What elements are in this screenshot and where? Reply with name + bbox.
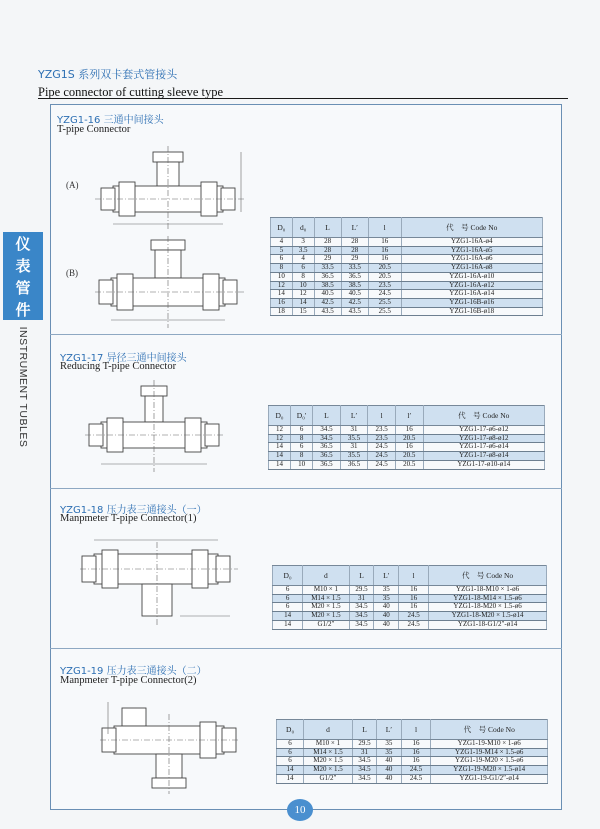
- table-cell: 6: [291, 426, 313, 435]
- table-cell: M10 × 1: [304, 740, 353, 749]
- table-row: [273, 586, 547, 595]
- table-cell: 6: [273, 594, 303, 603]
- table-cell: 36.5: [313, 452, 341, 461]
- table-cell: 40: [377, 766, 401, 775]
- table-cell: 4: [292, 255, 314, 264]
- table-cell: 16: [401, 757, 431, 766]
- table-cell: 16: [401, 740, 431, 749]
- column-header: L′: [377, 720, 401, 740]
- table-cell: 6: [291, 443, 313, 452]
- table-cell: M20 × 1.5: [303, 612, 350, 621]
- table-cell: YZG1-18-M10 × 1-ø6: [429, 586, 547, 595]
- table-cell: 25.5: [368, 298, 401, 307]
- table-cell: 36.5: [341, 272, 368, 281]
- table-row: [277, 740, 548, 749]
- table-cell: YZG1-17-ø10-ø14: [423, 460, 544, 469]
- table-cell: YZG1-18-M20 × 1.5-ø14: [429, 612, 547, 621]
- table-cell: 10: [291, 460, 313, 469]
- table-row: [271, 307, 543, 316]
- table-cell: 43.5: [341, 307, 368, 316]
- table-row: [269, 426, 545, 435]
- table-row: [277, 766, 548, 775]
- table-cell: M20 × 1.5: [303, 603, 350, 612]
- table-cell: 35.5: [340, 452, 368, 461]
- column-header: D₀: [273, 566, 303, 586]
- table-cell: 24.5: [399, 620, 429, 629]
- table-cell: 36.5: [313, 460, 341, 469]
- table-cell: 34.5: [349, 620, 374, 629]
- table-row: [271, 298, 543, 307]
- table-cell: 34.5: [352, 757, 376, 766]
- table-cell: 12: [269, 434, 291, 443]
- spec-table-yzg1-19: [276, 719, 548, 784]
- table-cell: 36.5: [314, 272, 341, 281]
- table-cell: 16: [401, 748, 431, 757]
- table-row: [273, 620, 547, 629]
- section-divider: [50, 648, 562, 649]
- table-cell: 16: [368, 255, 401, 264]
- table-cell: YZG1-17-ø6-ø14: [423, 443, 544, 452]
- table-cell: 34.5: [349, 612, 374, 621]
- column-header: l: [401, 720, 431, 740]
- table-cell: 8: [291, 452, 313, 461]
- table-cell: YZG1-16A-ø8: [401, 264, 543, 273]
- table-cell: 29: [314, 255, 341, 264]
- table-cell: 35: [374, 586, 399, 595]
- column-header: D₀: [269, 406, 291, 426]
- table-row: [269, 452, 545, 461]
- table-cell: 20.5: [368, 272, 401, 281]
- section-title-en: Reducing T-pipe Connector: [60, 361, 177, 372]
- table-cell: 40: [374, 620, 399, 629]
- page-title-en: Pipe connector of cutting sleeve type: [38, 85, 224, 99]
- table-cell: 14: [273, 612, 303, 621]
- column-header: l: [368, 406, 396, 426]
- table-cell: 24.5: [368, 452, 396, 461]
- table-cell: 6: [277, 740, 304, 749]
- table-cell: M14 × 1.5: [303, 594, 350, 603]
- spec-table-yzg1-17: [268, 405, 545, 470]
- table-cell: YZG1-19-G1/2″-ø14: [431, 774, 548, 783]
- table-cell: YZG1-16A-ø14: [401, 290, 543, 299]
- table-cell: 6: [277, 757, 304, 766]
- table-cell: YZG1-17-ø8-ø14: [423, 452, 544, 461]
- table-cell: 29.5: [349, 586, 374, 595]
- table-cell: 15: [292, 307, 314, 316]
- table-cell: YZG1-19-M14 × 1.5-ø6: [431, 748, 548, 757]
- table-cell: 16: [368, 238, 401, 247]
- spec-table-yzg1-16: [270, 217, 543, 316]
- table-row: [271, 272, 543, 281]
- side-english-label: INSTRUMENT TUBLES: [17, 326, 29, 448]
- column-header: 代 号 Code No: [429, 566, 547, 586]
- t-connector-drawing-a: [95, 140, 255, 240]
- table-cell: 24.5: [399, 612, 429, 621]
- table-cell: G1/2″: [304, 774, 353, 783]
- table-cell: 24.5: [401, 766, 431, 775]
- table-cell: M10 × 1: [303, 586, 350, 595]
- section-title-en: Manpmeter T-pipe Connector(1): [60, 513, 197, 524]
- table-cell: 33.5: [341, 264, 368, 273]
- table-cell: M14 × 1.5: [304, 748, 353, 757]
- table-cell: 20.5: [368, 264, 401, 273]
- table-cell: 6: [292, 264, 314, 273]
- table-row: [271, 281, 543, 290]
- section-title-en: T-pipe Connector: [57, 124, 131, 135]
- table-cell: 14: [269, 443, 291, 452]
- table-cell: 28: [341, 246, 368, 255]
- table-cell: M20 × 1.5: [304, 766, 353, 775]
- table-cell: 16: [399, 586, 429, 595]
- table-cell: 24.5: [368, 443, 396, 452]
- table-cell: 31: [349, 594, 374, 603]
- table-header-row: [271, 218, 543, 238]
- table-cell: 20.5: [395, 452, 423, 461]
- table-cell: 40: [374, 612, 399, 621]
- table-cell: 34.5: [349, 603, 374, 612]
- table-cell: 8: [292, 272, 314, 281]
- table-cell: YZG1-18-M20 × 1.5-ø6: [429, 603, 547, 612]
- table-cell: YZG1-16B-ø16: [401, 298, 543, 307]
- table-cell: 43.5: [314, 307, 341, 316]
- manometer-t-connector-1-drawing: [80, 530, 240, 630]
- table-cell: 10: [271, 272, 293, 281]
- column-header: 代 号 Code No: [431, 720, 548, 740]
- side-tab-char: 管: [15, 278, 31, 297]
- table-cell: 34.5: [313, 434, 341, 443]
- table-cell: 23.5: [368, 434, 396, 443]
- table-cell: 12: [292, 290, 314, 299]
- table-cell: 14: [292, 298, 314, 307]
- page-number: 10: [287, 799, 313, 821]
- table-row: [271, 255, 543, 264]
- table-cell: 16: [399, 603, 429, 612]
- table-cell: 24.5: [401, 774, 431, 783]
- table-cell: 14: [277, 766, 304, 775]
- table-cell: 6: [277, 748, 304, 757]
- table-cell: 10: [292, 281, 314, 290]
- table-cell: YZG1-17-ø8-ø12: [423, 434, 544, 443]
- table-cell: 16: [368, 246, 401, 255]
- column-header: 代 号 Code No: [423, 406, 544, 426]
- column-header: D₀′: [291, 406, 313, 426]
- table-cell: 6: [273, 603, 303, 612]
- table-cell: 29.5: [352, 740, 376, 749]
- column-header: d: [304, 720, 353, 740]
- table-cell: 35: [377, 748, 401, 757]
- column-header: L: [352, 720, 376, 740]
- table-cell: 14: [277, 774, 304, 783]
- column-header: l: [399, 566, 429, 586]
- table-cell: YZG1-19-M20 × 1.5-ø14: [431, 766, 548, 775]
- table-row: [269, 460, 545, 469]
- table-cell: 24.5: [368, 460, 396, 469]
- table-cell: 24.5: [368, 290, 401, 299]
- side-tab-char: 件: [15, 300, 31, 319]
- table-cell: 33.5: [314, 264, 341, 273]
- t-connector-drawing-b: [95, 236, 255, 336]
- table-cell: 4: [271, 238, 293, 247]
- table-cell: 20.5: [395, 434, 423, 443]
- table-cell: 40.5: [341, 290, 368, 299]
- table-cell: 40: [374, 603, 399, 612]
- section-title-cn: YZG1-18 压力表三通接头（一）: [60, 505, 207, 516]
- table-cell: 36.5: [313, 443, 341, 452]
- table-cell: YZG1-19-M20 × 1.5-ø6: [431, 757, 548, 766]
- section-title-en: Manpmeter T-pipe Connector(2): [60, 675, 197, 686]
- table-cell: 16: [271, 298, 293, 307]
- table-cell: 28: [314, 238, 341, 247]
- column-header: D₀: [277, 720, 304, 740]
- table-row: [271, 290, 543, 299]
- column-header: L′: [341, 218, 368, 238]
- table-cell: 36.5: [340, 460, 368, 469]
- table-cell: 40: [377, 774, 401, 783]
- page-header: [38, 66, 568, 100]
- column-header: l: [368, 218, 401, 238]
- table-cell: YZG1-18-G1/2″-ø14: [429, 620, 547, 629]
- variant-label-b: (B): [66, 268, 78, 278]
- table-row: [273, 612, 547, 621]
- table-cell: 16: [399, 594, 429, 603]
- column-header: 代 号 Code No: [401, 218, 543, 238]
- table-cell: 35: [377, 740, 401, 749]
- side-category-tab: [3, 232, 43, 320]
- table-row: [271, 238, 543, 247]
- table-cell: 28: [314, 246, 341, 255]
- table-cell: 42.5: [314, 298, 341, 307]
- page-title-cn: YZG1S 系列双卡套式管接头: [38, 68, 178, 81]
- table-cell: 8: [291, 434, 313, 443]
- table-cell: 38.5: [314, 281, 341, 290]
- table-cell: YZG1-16A-ø5: [401, 246, 543, 255]
- column-header: L′: [340, 406, 368, 426]
- table-cell: 34.5: [352, 774, 376, 783]
- table-header-row: [273, 566, 547, 586]
- table-cell: 12: [269, 426, 291, 435]
- table-cell: 3.5: [292, 246, 314, 255]
- table-cell: 28: [341, 238, 368, 247]
- table-cell: G1/2″: [303, 620, 350, 629]
- table-cell: 16: [395, 443, 423, 452]
- side-category-english: [3, 322, 43, 452]
- table-cell: 14: [269, 460, 291, 469]
- section-title-cn: YZG1-19 压力表三通接头（二）: [60, 666, 207, 677]
- column-header: l′: [395, 406, 423, 426]
- table-cell: 34.5: [313, 426, 341, 435]
- table-cell: 35.5: [340, 434, 368, 443]
- table-cell: YZG1-19-M10 × 1-ø6: [431, 740, 548, 749]
- column-header: L: [313, 406, 341, 426]
- table-row: [271, 246, 543, 255]
- column-header: d₀: [292, 218, 314, 238]
- table-cell: 6: [273, 586, 303, 595]
- table-row: [277, 774, 548, 783]
- reducing-t-connector-drawing: [85, 380, 225, 480]
- table-cell: YZG1-16A-ø6: [401, 255, 543, 264]
- column-header: L′: [374, 566, 399, 586]
- column-header: L: [349, 566, 374, 586]
- table-cell: YZG1-16A-ø12: [401, 281, 543, 290]
- table-cell: 23.5: [368, 281, 401, 290]
- section-divider: [50, 488, 562, 489]
- table-cell: 25.5: [368, 307, 401, 316]
- section-title-cn: YZG1-17 异径三通中间接头: [60, 353, 187, 364]
- table-cell: 20.5: [395, 460, 423, 469]
- table-cell: 14: [271, 290, 293, 299]
- header-rule: [38, 98, 568, 99]
- table-cell: 42.5: [341, 298, 368, 307]
- table-header-row: [269, 406, 545, 426]
- table-cell: 40.5: [314, 290, 341, 299]
- table-cell: 29: [341, 255, 368, 264]
- table-cell: 8: [271, 264, 293, 273]
- table-cell: 3: [292, 238, 314, 247]
- table-cell: YZG1-16A-ø10: [401, 272, 543, 281]
- spec-table-yzg1-18: [272, 565, 547, 630]
- table-cell: 31: [340, 443, 368, 452]
- table-cell: 14: [273, 620, 303, 629]
- table-cell: 12: [271, 281, 293, 290]
- table-cell: 23.5: [368, 426, 396, 435]
- side-tab-char: 表: [15, 256, 31, 275]
- table-cell: M20 × 1.5: [304, 757, 353, 766]
- table-row: [271, 264, 543, 273]
- table-cell: YZG1-17-ø6-ø12: [423, 426, 544, 435]
- table-cell: YZG1-16B-ø18: [401, 307, 543, 316]
- table-cell: 35: [374, 594, 399, 603]
- table-cell: 5: [271, 246, 293, 255]
- table-cell: 14: [269, 452, 291, 461]
- table-cell: 16: [395, 426, 423, 435]
- table-header-row: [277, 720, 548, 740]
- section-title-cn: YZG1-16 三通中间接头: [57, 115, 164, 126]
- table-cell: 31: [340, 426, 368, 435]
- table-cell: 34.5: [352, 766, 376, 775]
- table-cell: 6: [271, 255, 293, 264]
- manometer-t-connector-2-drawing: [100, 694, 240, 794]
- table-cell: 40: [377, 757, 401, 766]
- table-cell: YZG1-18-M14 × 1.5-ø6: [429, 594, 547, 603]
- table-cell: YZG1-16A-ø4: [401, 238, 543, 247]
- side-tab-char: 仪: [15, 234, 31, 253]
- table-cell: 18: [271, 307, 293, 316]
- table-cell: 31: [352, 748, 376, 757]
- column-header: L: [314, 218, 341, 238]
- column-header: D₀: [271, 218, 293, 238]
- table-cell: 38.5: [341, 281, 368, 290]
- variant-label-a: (A): [66, 180, 79, 190]
- column-header: d: [303, 566, 350, 586]
